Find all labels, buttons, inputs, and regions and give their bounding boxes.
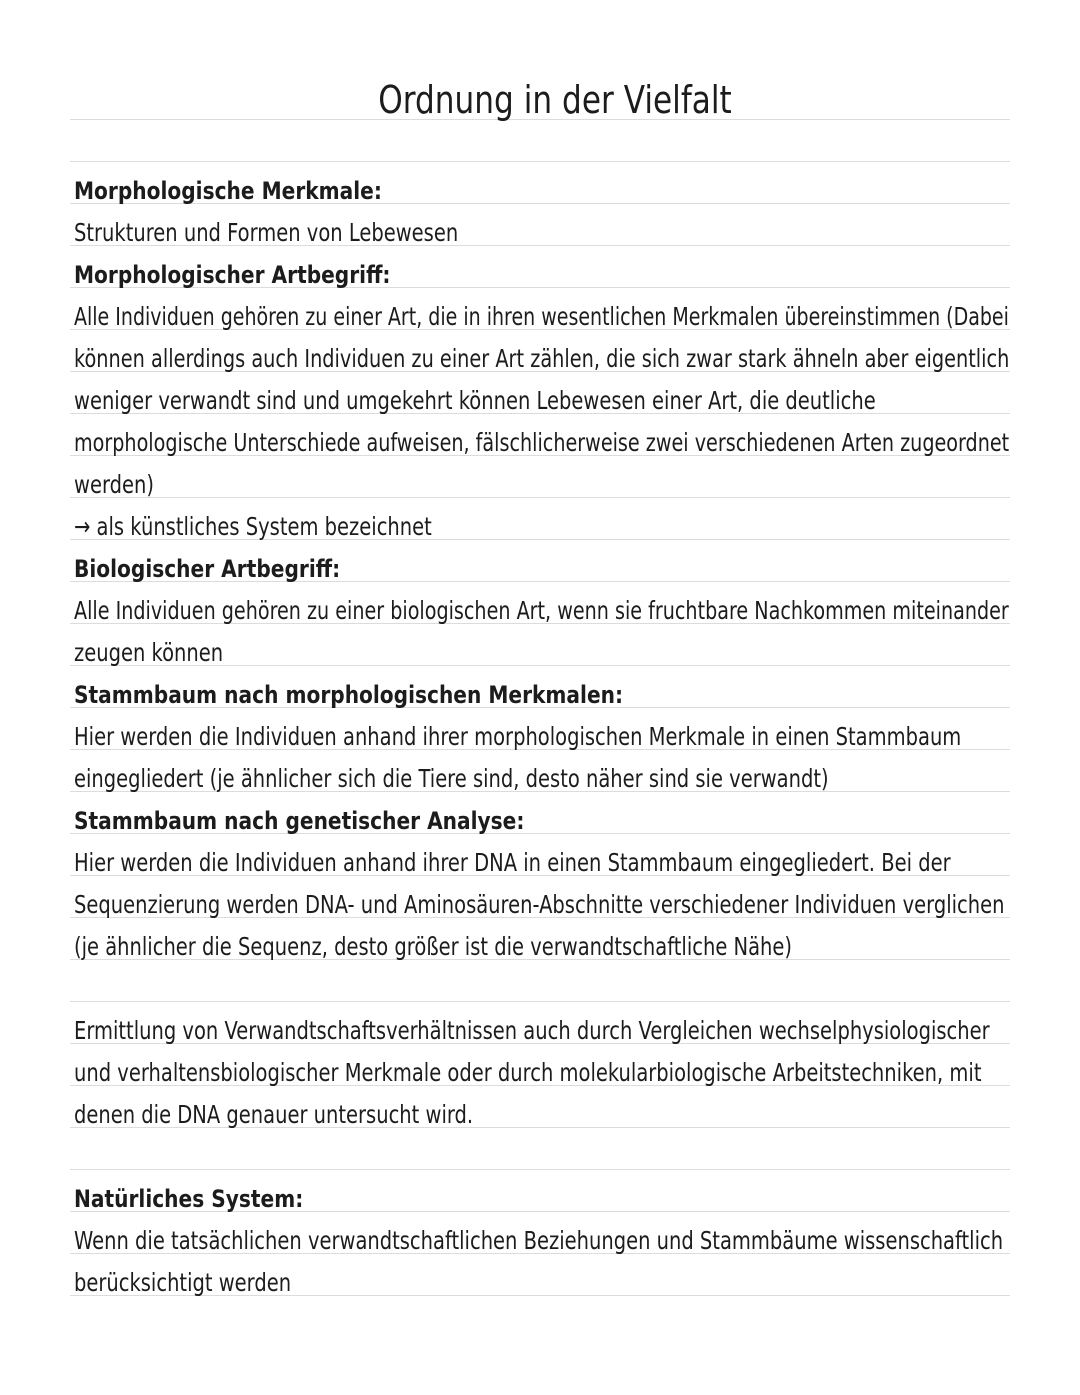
text-line: Ermittlung von Verwandtschaftsverhältnissen auch durch Vergleichen wechselphysiologischer bbox=[74, 1016, 990, 1045]
text-line: Wenn die tatsächlichen verwandtschaftlichen Beziehungen und Stammbäume wissenschaftlich bbox=[74, 1226, 1004, 1255]
text-line: denen die DNA genauer untersucht wird. bbox=[74, 1100, 474, 1129]
ruled-line bbox=[70, 1001, 1010, 1002]
text-line: werden) bbox=[74, 470, 154, 499]
text-line: Hier werden die Individuen anhand ihrer morphologischen Merkmale in einen Stammbaum bbox=[74, 722, 962, 751]
text-line: (je ähnlicher die Sequenz, desto größer ist die verwandtschaftliche Nähe) bbox=[74, 932, 793, 961]
heading-biologischer-artbegriff: Biologischer Artbegriff: bbox=[74, 555, 341, 583]
heading-morphologische-merkmale: Morphologische Merkmale: bbox=[74, 177, 382, 205]
text-line: zeugen können bbox=[74, 638, 224, 667]
text-line: weniger verwandt sind und umgekehrt können Lebewesen einer Art, die deutliche bbox=[74, 386, 876, 415]
text-line: eingegliedert (je ähnlicher sich die Tiere sind, desto näher sind sie verwandt) bbox=[74, 764, 829, 793]
ruled-line bbox=[70, 161, 1010, 162]
text-line: können allerdings auch Individuen zu einer Art zählen, die sich zwar stark ähneln aber eigentlich bbox=[74, 344, 1010, 373]
page-title: Ordnung in der Vielfalt bbox=[378, 78, 732, 122]
text-line: morphologische Unterschiede aufweisen, fälschlicherweise zwei verschiedenen Arten zugeordnet bbox=[74, 428, 1010, 457]
heading-morphologischer-artbegriff: Morphologischer Artbegriff: bbox=[74, 261, 391, 289]
heading-stammbaum-morphologisch: Stammbaum nach morphologischen Merkmalen: bbox=[74, 681, 624, 709]
ruled-line bbox=[70, 497, 1010, 498]
text-line: → als künstliches System bezeichnet bbox=[74, 512, 432, 541]
text-line: Hier werden die Individuen anhand ihrer DNA in einen Stammbaum eingegliedert. Bei der bbox=[74, 848, 951, 877]
text-line: Alle Individuen gehören zu einer Art, die in ihren wesentlichen Merkmalen übereinstimmen (Dabei bbox=[74, 302, 1009, 331]
heading-stammbaum-genetisch: Stammbaum nach genetischer Analyse: bbox=[74, 807, 525, 835]
text-line: und verhaltensbiologischer Merkmale oder durch molekularbiologische Arbeitstechniken, mit bbox=[74, 1058, 982, 1087]
text-line: berücksichtigt werden bbox=[74, 1268, 292, 1297]
text-line: Sequenzierung werden DNA- und Aminosäuren-Abschnitte verschiedener Individuen verglichen bbox=[74, 890, 1005, 919]
heading-natuerliches-system: Natürliches System: bbox=[74, 1185, 304, 1213]
ruled-line bbox=[70, 1169, 1010, 1170]
text-line: Alle Individuen gehören zu einer biologischen Art, wenn sie fruchtbare Nachkommen miteinander bbox=[74, 596, 1009, 625]
text-line: Strukturen und Formen von Lebewesen bbox=[74, 218, 459, 247]
